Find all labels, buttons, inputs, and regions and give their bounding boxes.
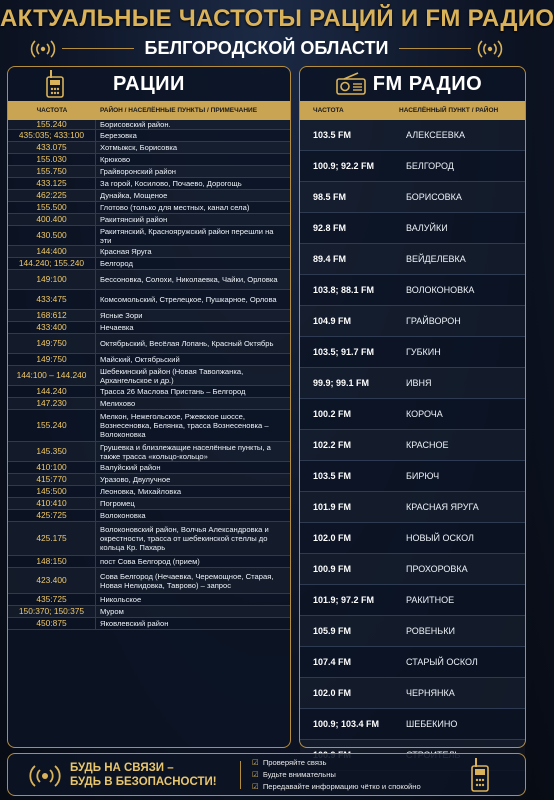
radio-description: Хотмыжск, Борисовка	[100, 143, 178, 152]
fm-frequency: 103.5; 91.7 FM	[313, 347, 375, 357]
radio-frequency: 145:500	[8, 486, 96, 497]
fm-column-header	[300, 101, 525, 120]
radio-row	[8, 120, 290, 130]
radio-description: Грайворонский район	[100, 167, 177, 176]
radio-description: Волоконовский район, Волчья Александровка и окрестности, трасса от шебекинской стеллы до кольца Кр. Пахарь	[100, 525, 269, 552]
fm-panel-header	[300, 67, 525, 101]
fm-city: СТАРЫЙ ОСКОЛ	[406, 657, 478, 667]
tip-item: ☑ Проверяйте связь	[252, 758, 327, 767]
slogan-line-1: БУДЬ НА СВЯЗИ –	[70, 762, 174, 774]
fm-frequency: 104.9 FM	[313, 316, 352, 326]
fm-row	[300, 647, 525, 678]
radio-frequency: 168:612	[8, 310, 96, 321]
radio-description: пост Сова Белгород (прием)	[100, 557, 200, 566]
fm-city: ГРАЙВОРОН	[406, 316, 461, 326]
fm-frequency: 92.8 FM	[313, 223, 347, 233]
radio-row	[8, 556, 290, 568]
radio-row	[8, 334, 290, 354]
radios-col-desc: РАЙОН / НАСЕЛЁННЫЕ ПУНКТЫ / ПРИМЕЧАНИЕ	[100, 107, 258, 114]
radio-description: Красная Яруга	[100, 247, 152, 256]
radio-row	[8, 618, 290, 630]
fm-frequency: 99.9; 99.1 FM	[313, 378, 370, 388]
radio-row	[8, 462, 290, 474]
fm-title: FM РАДИО	[372, 73, 483, 95]
fm-row	[300, 461, 525, 492]
fm-frequency: 101.9; 97.2 FM	[313, 595, 375, 605]
fm-row	[300, 306, 525, 337]
radio-row	[8, 354, 290, 366]
radio-description: Комсомольский, Стрелецкое, Пушкарное, Орлова	[100, 295, 277, 304]
radio-frequency: 410:410	[8, 498, 96, 509]
fm-city: БИРЮЧ	[406, 471, 440, 481]
fm-row	[300, 337, 525, 368]
radio-frequency: 144:100 – 144.240	[8, 366, 96, 385]
radio-row	[8, 410, 290, 442]
fm-row	[300, 120, 525, 151]
radio-description: Октябрьский, Весёлая Лопань, Красный Октябрь	[100, 339, 274, 348]
fm-city: БЕЛГОРОД	[406, 161, 454, 171]
radio-description: Ракитянский район	[100, 215, 168, 224]
radio-row	[8, 510, 290, 522]
checkmark-icon: ☑	[252, 782, 259, 791]
radio-frequency: 149:100	[8, 270, 96, 289]
fm-row	[300, 368, 525, 399]
fm-row	[300, 182, 525, 213]
fm-row	[300, 678, 525, 709]
fm-frequency: 103.8; 88.1 FM	[313, 285, 375, 295]
radio-frequency: 144.240; 155.240	[8, 258, 96, 269]
radio-frequency: 145.350	[8, 442, 96, 461]
radio-row	[8, 154, 290, 166]
fm-city: КРАСНАЯ ЯРУГА	[406, 502, 479, 512]
radios-panel-header	[8, 67, 290, 101]
fm-col-freq: ЧАСТОТА	[313, 107, 344, 114]
radio-row	[8, 202, 290, 214]
fm-city: ВОЛОКОНОВКА	[406, 285, 475, 295]
fm-table	[300, 120, 525, 771]
radio-frequency: 144.240	[8, 386, 96, 397]
fm-city: ВЕЙДЕЛЕВКА	[406, 254, 466, 264]
radio-frequency: 155.240	[8, 120, 96, 129]
radio-description: За горой, Косилово, Почаево, Дорогощь	[100, 179, 242, 188]
radio-description: Волоконовка	[100, 511, 146, 520]
page-subtitle: БЕЛГОРОДСКОЙ ОБЛАСТИ	[144, 38, 389, 58]
radio-description: Яковлевский район	[100, 619, 169, 628]
radio-row	[8, 258, 290, 270]
radio-frequency: 450:875	[8, 618, 96, 629]
radio-frequency: 144:400	[8, 246, 96, 257]
radio-row	[8, 130, 290, 142]
radio-row	[8, 142, 290, 154]
radio-description: Ракитянский, Краснояружский район перешли на эти	[100, 226, 274, 245]
fm-frequency: 101.9 FM	[313, 502, 352, 512]
radio-row	[8, 474, 290, 486]
radios-column-header	[8, 101, 290, 120]
radio-description: Глотово (только для местных, канал села)	[100, 203, 250, 212]
radio-row	[8, 178, 290, 190]
fm-city: КРАСНОЕ	[406, 440, 449, 450]
subtitle-line-right	[399, 48, 471, 49]
radio-description: Мелкон, Нежегольское, Ржевское шоссе, Вознесеновка, Белянка, трасса Вознесеновка – Волоконовка	[100, 412, 269, 439]
radio-row	[8, 568, 290, 594]
radio-frequency: 423.400	[8, 568, 96, 593]
radio-row	[8, 442, 290, 462]
fm-frequency: 102.2 FM	[313, 440, 352, 450]
footer-slogan	[70, 761, 217, 789]
fm-frequency: 100.9; 103.4 FM	[313, 719, 380, 729]
radio-description: Белгород	[100, 259, 133, 268]
radios-col-freq: ЧАСТОТА	[36, 107, 68, 114]
fm-row	[300, 585, 525, 616]
radio-row	[8, 594, 290, 606]
radio-row	[8, 290, 290, 310]
radio-frequency: 425:725	[8, 510, 96, 521]
fm-row	[300, 492, 525, 523]
fm-row	[300, 399, 525, 430]
footer-tips	[252, 757, 421, 793]
radio-frequency: 147.230	[8, 398, 96, 409]
radio-row	[8, 226, 290, 246]
fm-city: РОВЕНЬКИ	[406, 626, 455, 636]
fm-city: БОРИСОВКА	[406, 192, 462, 202]
radio-description: Нечаевка	[100, 323, 134, 332]
radio-row	[8, 386, 290, 398]
fm-frequency: 102.0 FM	[313, 533, 352, 543]
radio-frequency: 149:750	[8, 334, 96, 353]
radio-frequency: 155.240	[8, 410, 96, 441]
radio-frequency: 435:035; 433:100	[8, 130, 96, 141]
radio-frequency: 400.400	[8, 214, 96, 225]
fm-row	[300, 244, 525, 275]
radio-description: Трасса 26 Маслова Пристань – Белгород	[100, 387, 246, 396]
radio-frequency: 433.075	[8, 142, 96, 153]
radio-description: Леоновка, Михайловка	[100, 487, 182, 496]
radio-frequency: 155.030	[8, 154, 96, 165]
radio-row	[8, 522, 290, 556]
broadcast-icon	[30, 764, 60, 788]
fm-frequency: 100.2 FM	[313, 409, 352, 419]
radio-frequency: 433:400	[8, 322, 96, 333]
fm-city: АЛЕКСЕЕВКА	[406, 130, 466, 140]
radio-description: Дунайка, Мощеное	[100, 191, 168, 200]
fm-row	[300, 523, 525, 554]
fm-city: КОРОЧА	[406, 409, 443, 419]
fm-frequency: 98.5 FM	[313, 192, 347, 202]
radio-description: Борисовский район.	[100, 120, 171, 129]
radios-panel	[7, 66, 291, 748]
radio-row	[8, 486, 290, 498]
radio-frequency: 149:750	[8, 354, 96, 365]
radios-title: РАЦИИ	[113, 73, 185, 95]
fm-frequency: 103.5 FM	[313, 471, 352, 481]
radio-description: Муром	[100, 607, 124, 616]
radio-description: Ясные Зори	[100, 311, 143, 320]
radio-description: Березовка	[100, 131, 137, 140]
footer-divider	[240, 761, 241, 789]
radio-frequency: 410:100	[8, 462, 96, 473]
radio-frequency: 425.175	[8, 522, 96, 555]
radio-description: Бессоновка, Солохи, Николаевка, Чайки, Орловка	[100, 275, 278, 284]
fm-row	[300, 151, 525, 182]
checkmark-icon: ☑	[252, 770, 259, 779]
fm-row	[300, 554, 525, 585]
radio-description: Мелихово	[100, 399, 136, 408]
radio-description: Погромец	[100, 499, 135, 508]
radios-table	[8, 120, 290, 630]
radio-row	[8, 398, 290, 410]
fm-city: ИВНЯ	[406, 378, 432, 388]
radio-frequency: 430.500	[8, 226, 96, 245]
fm-frequency: 107.4 FM	[313, 657, 352, 667]
radio-description: Уразово, Двулучное	[100, 475, 171, 484]
fm-city: РАКИТНОЕ	[406, 595, 455, 605]
checkmark-icon: ☑	[252, 758, 259, 767]
fm-row	[300, 616, 525, 647]
radio-row	[8, 270, 290, 290]
radio-frequency: 155.500	[8, 202, 96, 213]
signal-waves-icon	[477, 40, 503, 58]
radio-frequency: 435:725	[8, 594, 96, 605]
fm-col-city: НАСЕЛЁННЫЙ ПУНКТ / РАЙОН	[399, 107, 499, 114]
radio-frequency: 150:370; 150:375	[8, 606, 96, 617]
radio-row	[8, 246, 290, 258]
radio-frequency: 415:770	[8, 474, 96, 485]
fm-frequency: 103.5 FM	[313, 130, 352, 140]
radio-frequency: 433:475	[8, 290, 96, 309]
radio-row	[8, 310, 290, 322]
radio-row	[8, 322, 290, 334]
radio-row	[8, 214, 290, 226]
tip-item: ☑ Будьте внимательны	[252, 770, 336, 779]
fm-row	[300, 430, 525, 461]
fm-frequency: 100.9 FM	[313, 564, 352, 574]
radio-description: Майский, Октябрьский	[100, 355, 180, 364]
radio-description: Сова Белгород (Нечаевка, Черемощное, Старая, Новая Нелидовка, Таврово) – запрос	[100, 571, 274, 590]
fm-row	[300, 275, 525, 306]
radio-row	[8, 606, 290, 618]
fm-frequency: 105.9 FM	[313, 626, 352, 636]
radio-frequency: 462:225	[8, 190, 96, 201]
slogan-line-2: БУДЬ В БЕЗОПАСНОСТИ!	[70, 776, 217, 788]
fm-city: ЧЕРНЯНКА	[406, 688, 455, 698]
radio-frequency: 148:150	[8, 556, 96, 567]
fm-city: НОВЫЙ ОСКОЛ	[406, 533, 474, 543]
fm-panel	[299, 66, 526, 748]
fm-city: ВАЛУЙКИ	[406, 223, 448, 233]
radio-row	[8, 166, 290, 178]
radio-description: Валуйский район	[100, 463, 161, 472]
fm-city: ПРОХОРОВКА	[406, 564, 468, 574]
radio-description: Шебекинский район (Новая Таволжанка, Архангельское и др.)	[100, 366, 244, 385]
radio-frequency: 155.750	[8, 166, 96, 177]
fm-frequency: 89.4 FM	[313, 254, 347, 264]
radio-row	[8, 190, 290, 202]
radio-description: Грушевка и близлежащие населённые пункты, а также трасса «кольцо-кольцо»	[100, 442, 271, 461]
radio-row	[8, 498, 290, 510]
walkie-talkie-icon	[471, 758, 489, 792]
fm-city: ГУБКИН	[406, 347, 441, 357]
page-title: АКТУАЛЬНЫЕ ЧАСТОТЫ РАЦИЙ И FM РАДИО	[0, 5, 554, 32]
fm-frequency: 102.0 FM	[313, 688, 352, 698]
radio-row	[8, 366, 290, 386]
fm-row	[300, 709, 525, 740]
fm-frequency: 100.9; 92.2 FM	[313, 161, 375, 171]
fm-city: ШЕБЕКИНО	[406, 719, 458, 729]
tip-item: ☑ Передавайте информацию чётко и спокойно	[252, 782, 421, 791]
footer-banner	[7, 753, 526, 796]
fm-row	[300, 213, 525, 244]
radio-description: Крюково	[100, 155, 131, 164]
radio-description: Никольское	[100, 595, 142, 604]
radio-frequency: 433.125	[8, 178, 96, 189]
